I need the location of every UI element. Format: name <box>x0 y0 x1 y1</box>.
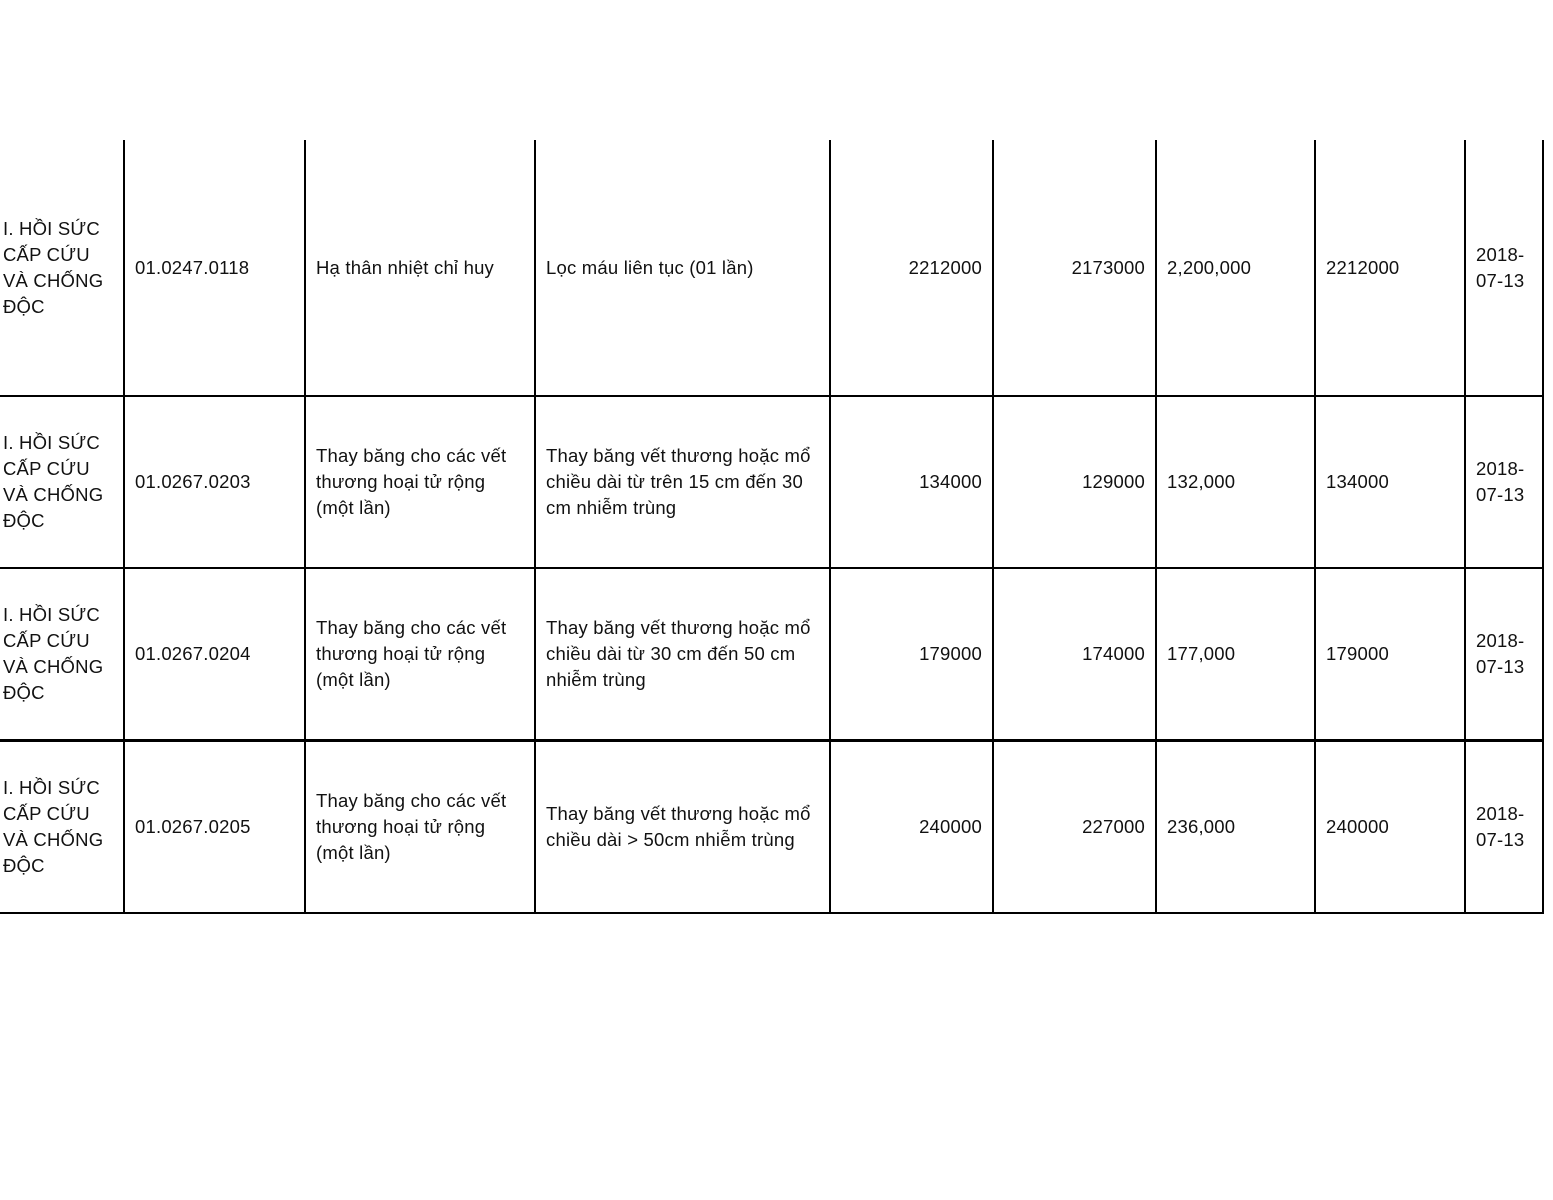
price-a-cell: 240000 <box>830 741 993 914</box>
service-name-cell: Thay băng cho các vết thương hoại tử rộng (một lần) <box>305 396 535 568</box>
service-name-cell: Hạ thân nhiệt chỉ huy <box>305 140 535 396</box>
code-cell: 01.0247.0118 <box>124 140 305 396</box>
price-c-cell: 177,000 <box>1156 568 1315 741</box>
price-table <box>0 140 1544 914</box>
code-cell: 01.0267.0204 <box>124 568 305 741</box>
price-name-cell: Thay băng vết thương hoặc mổ chiều dài từ 30 cm đến 50 cm nhiễm trùng <box>535 568 830 741</box>
price-a-cell: 134000 <box>830 396 993 568</box>
price-d-cell: 134000 <box>1315 396 1465 568</box>
table-row <box>0 396 1543 568</box>
code-cell: 01.0267.0203 <box>124 396 305 568</box>
group-cell: I. HỒI SỨC CẤP CỨU VÀ CHỐNG ĐỘC <box>0 568 124 741</box>
date-cell: 2018-07-13 <box>1465 140 1543 396</box>
price-b-cell: 2173000 <box>993 140 1156 396</box>
table-row <box>0 568 1543 741</box>
date-cell: 2018-07-13 <box>1465 741 1543 914</box>
price-b-cell: 174000 <box>993 568 1156 741</box>
group-cell: I. HỒI SỨC CẤP CỨU VÀ CHỐNG ĐỘC <box>0 741 124 914</box>
price-b-cell: 129000 <box>993 396 1156 568</box>
group-cell: I. HỒI SỨC CẤP CỨU VÀ CHỐNG ĐỘC <box>0 140 124 396</box>
group-cell: I. HỒI SỨC CẤP CỨU VÀ CHỐNG ĐỘC <box>0 396 124 568</box>
service-name-cell: Thay băng cho các vết thương hoại tử rộng (một lần) <box>305 568 535 741</box>
code-cell: 01.0267.0205 <box>124 741 305 914</box>
price-name-cell: Lọc máu liên tục (01 lần) <box>535 140 830 396</box>
price-name-cell: Thay băng vết thương hoặc mổ chiều dài từ trên 15 cm đến 30 cm nhiễm trùng <box>535 396 830 568</box>
price-d-cell: 179000 <box>1315 568 1465 741</box>
price-c-cell: 2,200,000 <box>1156 140 1315 396</box>
price-sheet <box>0 140 1543 914</box>
price-a-cell: 2212000 <box>830 140 993 396</box>
price-c-cell: 132,000 <box>1156 396 1315 568</box>
date-cell: 2018-07-13 <box>1465 568 1543 741</box>
date-cell: 2018-07-13 <box>1465 396 1543 568</box>
price-c-cell: 236,000 <box>1156 741 1315 914</box>
table-row <box>0 140 1543 396</box>
table-row <box>0 741 1543 914</box>
price-d-cell: 2212000 <box>1315 140 1465 396</box>
price-b-cell: 227000 <box>993 741 1156 914</box>
price-a-cell: 179000 <box>830 568 993 741</box>
service-name-cell: Thay băng cho các vết thương hoại tử rộng (một lần) <box>305 741 535 914</box>
price-d-cell: 240000 <box>1315 741 1465 914</box>
price-name-cell: Thay băng vết thương hoặc mổ chiều dài > 50cm nhiễm trùng <box>535 741 830 914</box>
